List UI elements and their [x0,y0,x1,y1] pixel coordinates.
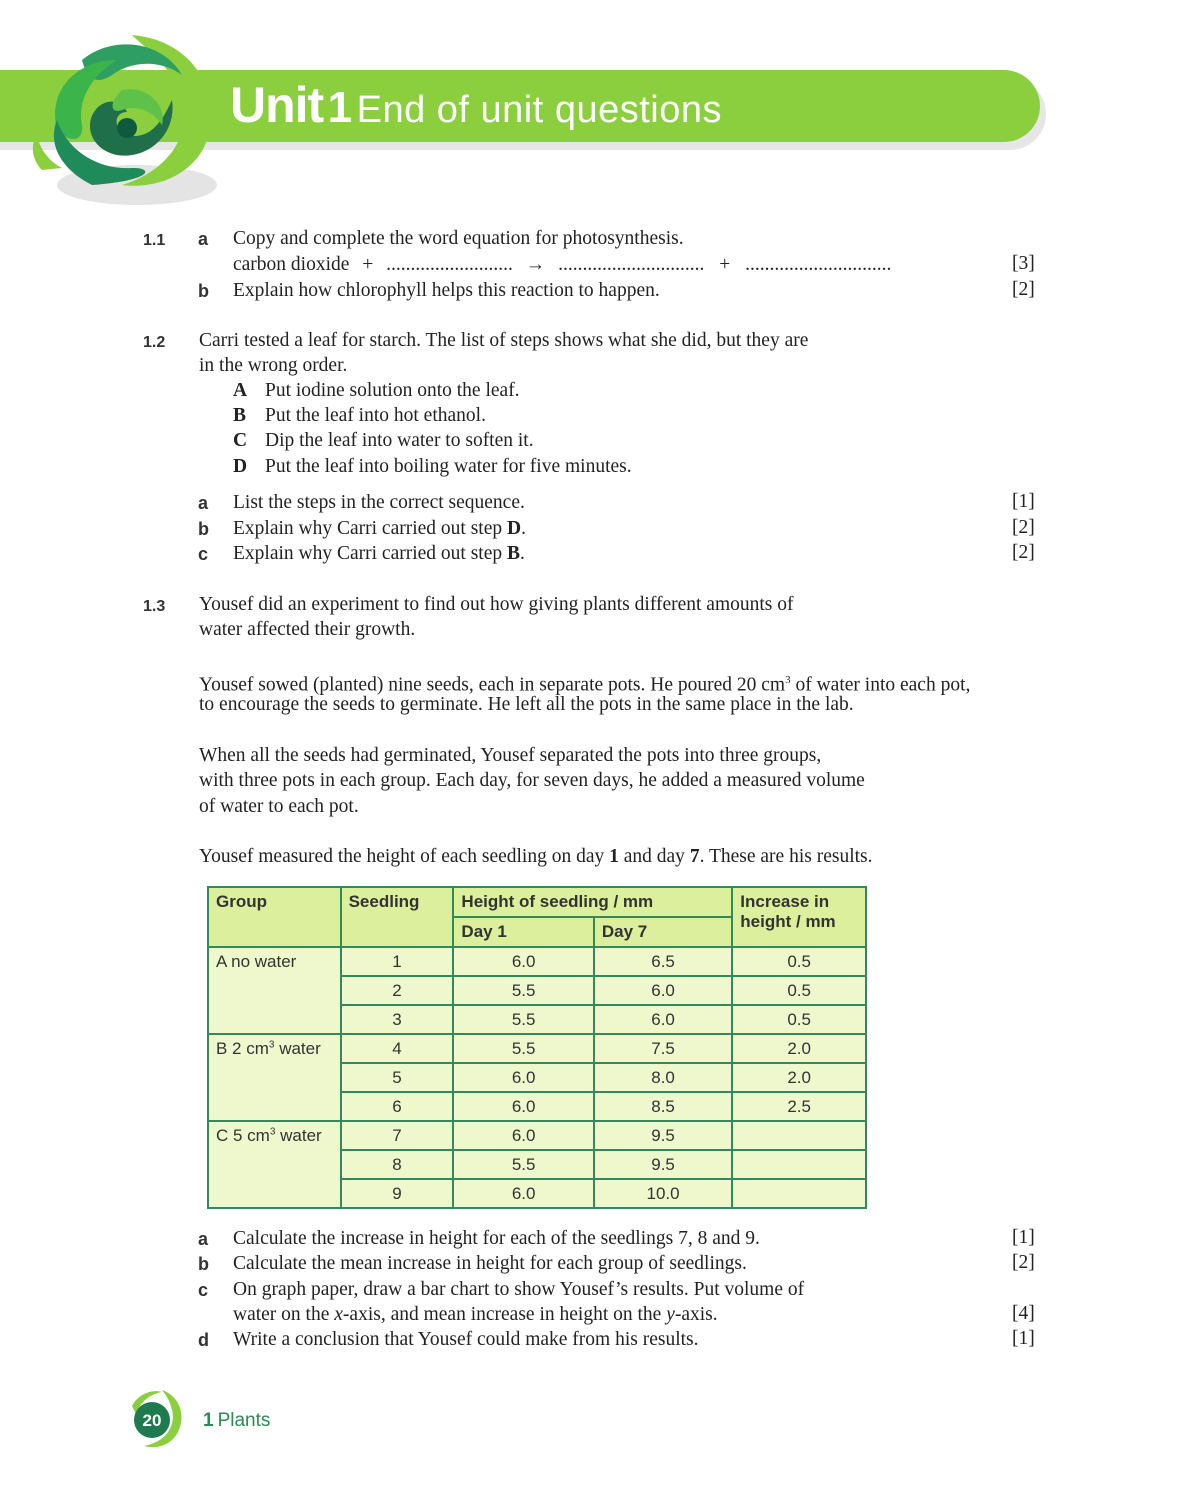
increase-cell: 2.0 [732,1034,866,1063]
seedling-cell: 7 [341,1121,454,1150]
seedling-cell: 6 [341,1092,454,1121]
step-text: Put the leaf into boiling water for five minutes. [265,456,632,477]
seedling-cell: 3 [341,1005,454,1034]
seedling-cell: 9 [341,1179,454,1208]
part-label: b [198,281,209,301]
question-text [199,845,873,869]
question-text: Calculate the mean increase in height for each group of seedlings. [233,1253,747,1274]
superscript: 3 [785,674,791,686]
axis-variable: x [334,1304,343,1325]
equation-plus: + [362,254,374,275]
day1-cell: 6.0 [453,1063,593,1092]
swirl-logo-icon [22,20,237,220]
increase-cell: 2.0 [732,1063,866,1092]
question-text-part: . [520,543,525,564]
question-text-part: of water into each pot, [790,674,971,696]
day7-cell: 6.0 [594,1005,732,1034]
equation-blank: .......................... [386,254,513,275]
day7-cell: 8.0 [594,1063,732,1092]
group-label: water [274,1039,321,1058]
chapter-number: 1 [203,1410,214,1431]
part-label: c [198,1280,209,1300]
question-text: Copy and complete the word equation for photosynthesis. [233,228,684,249]
unit-number: 1 [327,83,353,132]
table-row [208,947,866,976]
marks: [2] [1012,1252,1035,1273]
marks: [2] [1012,279,1035,300]
marks: [1] [1012,1328,1035,1349]
question-text: with three pots in each group. Each day, for seven days, he added a measured volume [199,770,865,791]
question-text [233,517,526,541]
step-text: Put the leaf into hot ethanol. [265,405,486,426]
question-text: water affected their growth. [199,619,416,640]
day1-cell: 6.0 [453,947,593,976]
question-text: List the steps in the correct sequence. [233,492,525,513]
group-cell [208,1034,341,1121]
header-day7: Day 7 [594,917,732,947]
seedling-cell: 4 [341,1034,454,1063]
day1-cell: 5.5 [453,1150,593,1179]
chapter-label [203,1410,270,1432]
seedling-cell: 1 [341,947,454,976]
increase-cell [732,1179,866,1208]
equation-arrow: → [525,254,546,275]
header-day1: Day 1 [453,917,593,947]
question-text: Yousef did an experiment to find out how giving plants different amounts of [199,594,794,615]
axis-variable: y [666,1304,675,1325]
question-number: 1.1 [143,232,166,249]
question-text-part: and day [618,846,690,867]
question-text: Write a conclusion that Yousef could make from his results. [233,1329,699,1350]
question-text: Explain how chlorophyll helps this reaction to happen. [233,280,660,301]
increase-cell [732,1150,866,1179]
header-height: Height of seedling / mm [453,887,732,917]
question-text: When all the seeds had germinated, Yousef separated the pots into three groups, [199,745,822,766]
day1-cell: 6.0 [453,1092,593,1121]
question-text-part: -axis, and mean increase in height on the [342,1304,667,1325]
results-table [207,886,867,1209]
step-letter: A [233,380,248,401]
step-item [233,404,486,428]
question-number: 1.2 [143,334,166,351]
superscript: 3 [269,1126,276,1138]
header-increase [732,887,866,947]
step-text: Put iodine solution onto the leaf. [265,380,520,401]
step-reference: D [507,518,522,539]
group-cell [208,947,341,1034]
increase-cell [732,1121,866,1150]
part-label: a [198,1229,209,1249]
group-label: A no water [216,952,297,971]
equation-blank: .............................. [558,254,705,275]
day1-cell: 6.0 [453,1179,593,1208]
equation-start: carbon dioxide [233,254,350,275]
day7-cell: 10.0 [594,1179,732,1208]
question-text-part: -axis. [674,1304,718,1325]
marks: [2] [1012,542,1035,563]
question-text-part: Explain why Carri carried out step [233,543,507,564]
step-letter: B [233,405,247,426]
question-text-part: Yousef measured the height of each seedling on day [199,846,610,867]
step-item [233,429,534,453]
question-number: 1.3 [143,598,166,615]
marks: [1] [1012,1227,1035,1248]
step-item [233,379,520,403]
group-label: B 2 cm [216,1039,269,1058]
day-reference: 7 [689,846,700,867]
seedling-cell: 8 [341,1150,454,1179]
day7-cell: 6.5 [594,947,732,976]
group-label: water [275,1126,322,1145]
group-label: C 5 cm [216,1126,270,1145]
table-row [208,1034,866,1063]
question-text-part: . These are his results. [699,846,873,867]
superscript: 3 [268,1039,275,1051]
header-group: Group [208,887,341,947]
question-text: to encourage the seeds to germinate. He left all the pots in the same place in the lab. [199,694,854,715]
question-text [233,1303,718,1327]
step-reference: B [507,543,521,564]
part-label: c [198,544,209,564]
marks: [4] [1012,1303,1035,1324]
part-label: a [198,229,209,249]
unit-title-text: End of unit questions [356,89,723,131]
marks: [1] [1012,491,1035,512]
increase-cell: 0.5 [732,976,866,1005]
header-seedling: Seedling [341,887,454,947]
day1-cell: 5.5 [453,1034,593,1063]
header-increase-line: Increase in [740,892,830,911]
day7-cell: 9.5 [594,1121,732,1150]
question-text: in the wrong order. [199,355,348,376]
question-text: of water to each pot. [199,796,359,817]
question-text: On graph paper, draw a bar chart to show Yousef’s results. Put volume of [233,1279,805,1300]
equation-plus: + [719,254,731,275]
question-text: Calculate the increase in height for each of the seedlings 7, 8 and 9. [233,1228,760,1249]
increase-cell: 2.5 [732,1092,866,1121]
chapter-name: Plants [217,1410,271,1431]
step-letter: D [233,456,248,477]
page-title [230,76,722,134]
day1-cell: 5.5 [453,1005,593,1034]
question-text [233,542,525,566]
day7-cell: 9.5 [594,1150,732,1179]
question-text-part: water on the [233,1304,335,1325]
part-label: b [198,519,209,539]
day7-cell: 6.0 [594,976,732,1005]
day-reference: 1 [609,846,619,867]
seedling-cell: 2 [341,976,454,1005]
word-equation [233,253,891,277]
header-increase-line: height / mm [740,912,836,931]
unit-word: Unit [230,77,324,133]
equation-blank: .............................. [745,254,892,275]
part-label: b [198,1254,209,1274]
question-text: Carri tested a leaf for starch. The list of steps shows what she did, but they are [199,330,809,351]
step-letter: C [233,430,248,451]
group-cell [208,1121,341,1208]
page-number: 20 [142,1411,162,1430]
part-label: d [198,1330,209,1350]
part-label: a [198,493,209,513]
marks: [3] [1012,253,1035,274]
day1-cell: 6.0 [453,1121,593,1150]
table-row [208,1121,866,1150]
question-text-part: Yousef sowed (planted) nine seeds, each in separate pots. He poured 20 cm [199,674,786,696]
day7-cell: 7.5 [594,1034,732,1063]
step-text: Dip the leaf into water to soften it. [265,430,534,451]
question-text-part: Explain why Carri carried out step [233,518,507,539]
seedling-cell: 5 [341,1063,454,1092]
step-item [233,455,632,479]
day1-cell: 5.5 [453,976,593,1005]
increase-cell: 0.5 [732,947,866,976]
marks: [2] [1012,517,1035,538]
question-text-part: . [521,518,526,539]
increase-cell: 0.5 [732,1005,866,1034]
day7-cell: 8.5 [594,1092,732,1121]
